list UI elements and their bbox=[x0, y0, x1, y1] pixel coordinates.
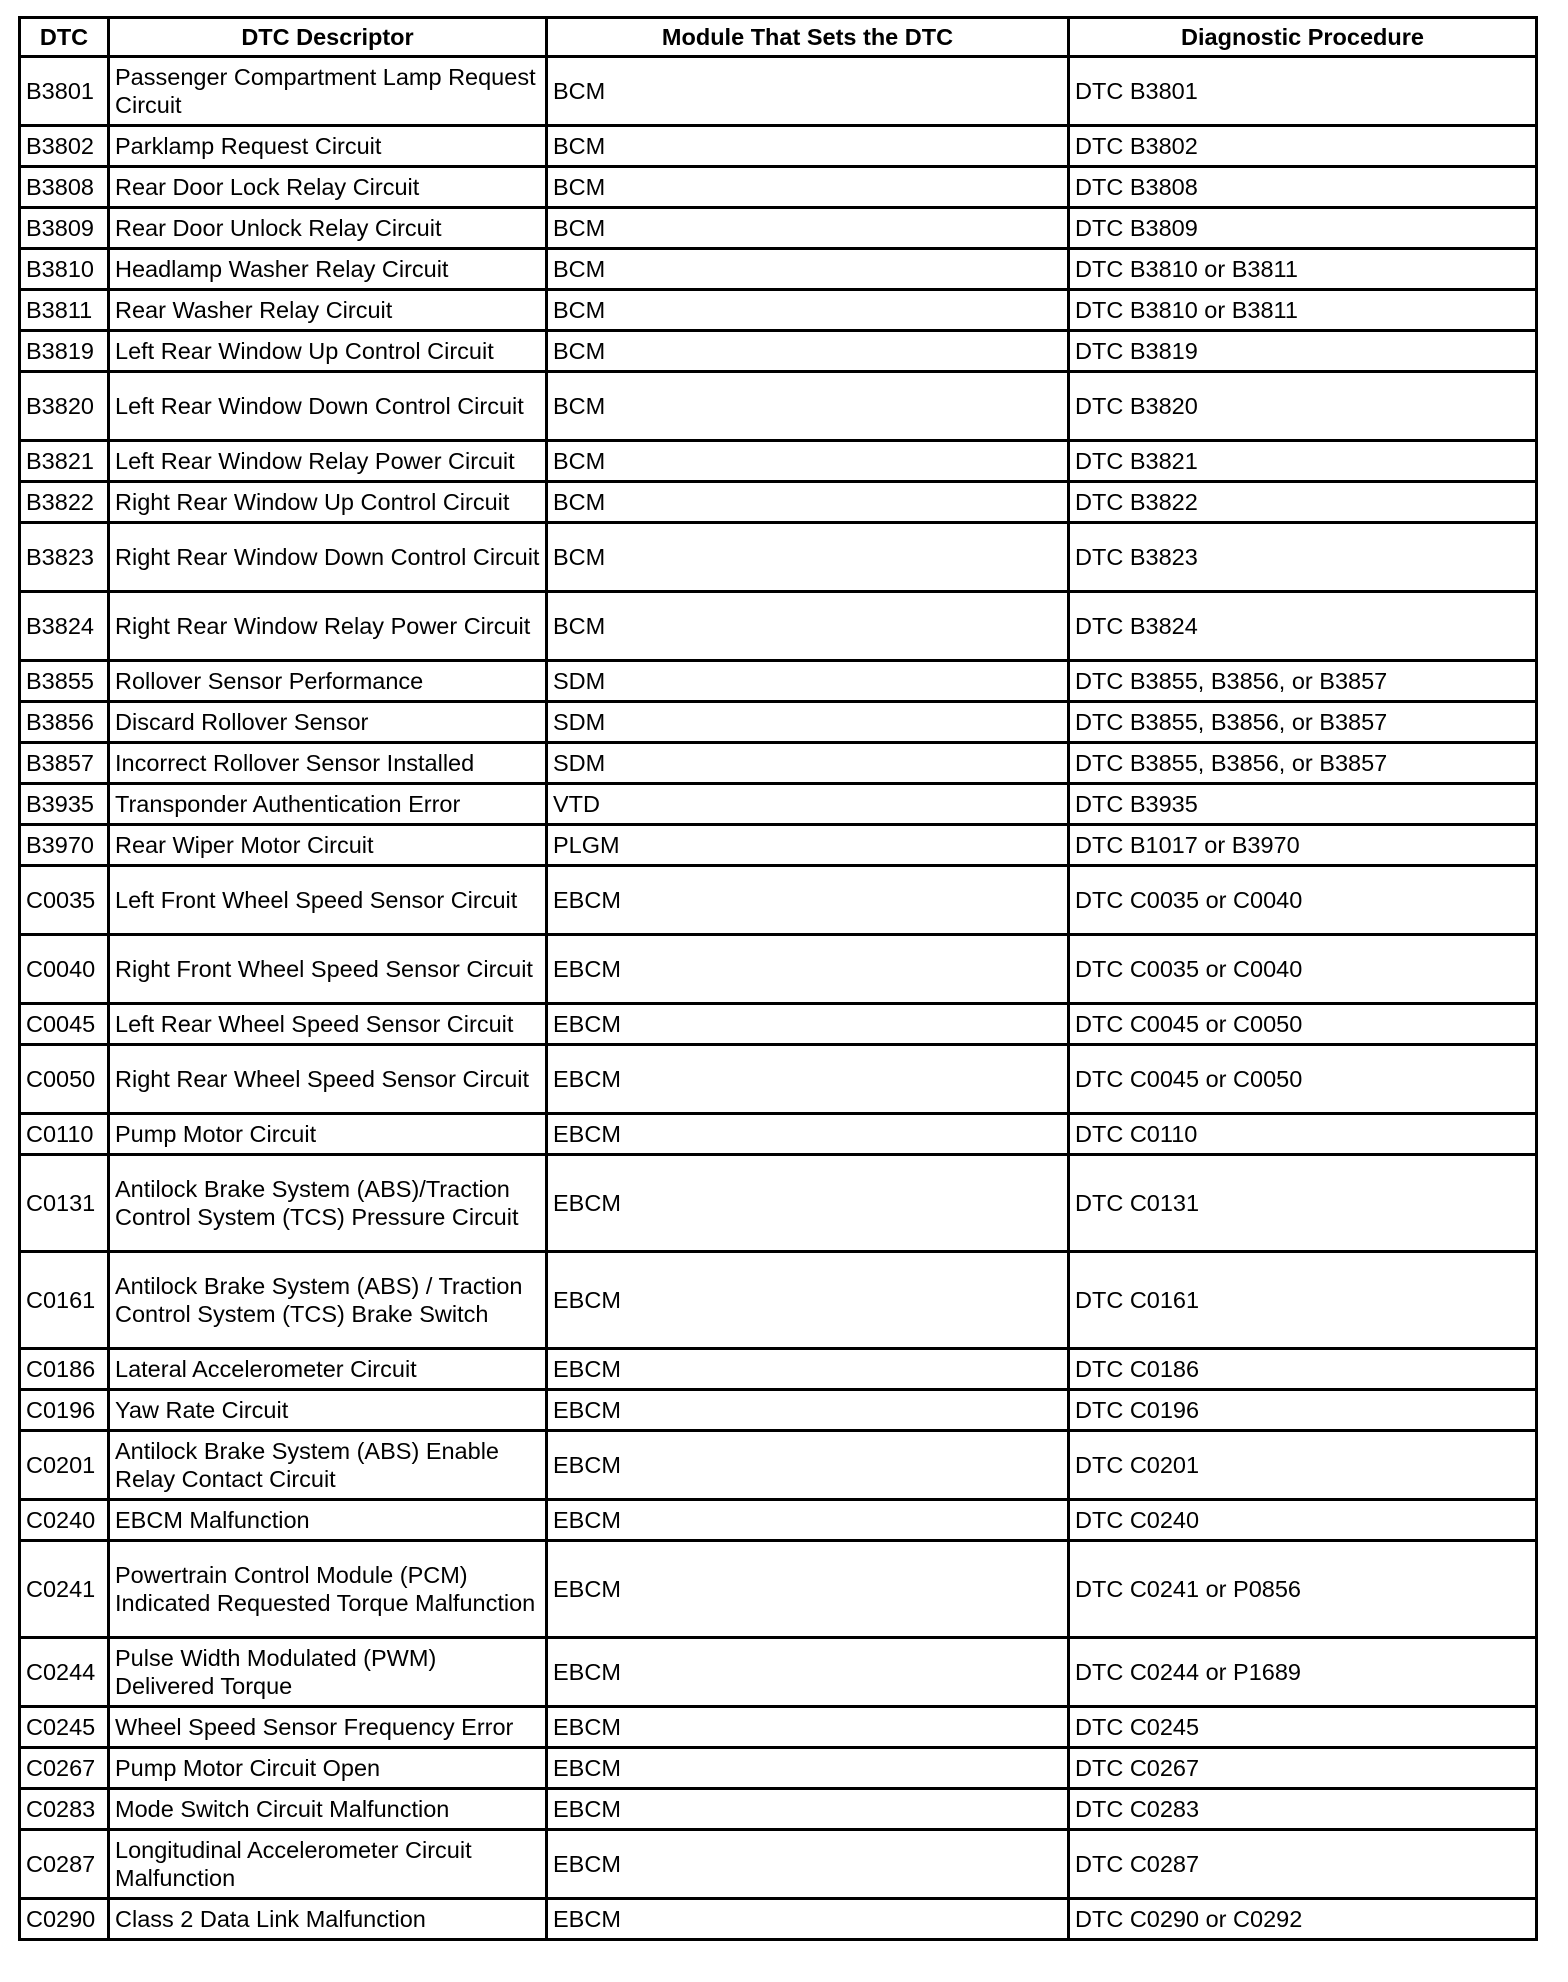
diagnostic-procedure-cell: DTC C0283 bbox=[1069, 1789, 1537, 1830]
dtc-descriptor-cell: Right Rear Window Down Control Circuit bbox=[109, 523, 547, 592]
table-row bbox=[20, 661, 1537, 702]
diagnostic-procedure-cell: DTC B3822 bbox=[1069, 482, 1537, 523]
dtc-code-cell: B3808 bbox=[20, 167, 109, 208]
diagnostic-procedure-cell: DTC B3810 or B3811 bbox=[1069, 249, 1537, 290]
diagnostic-procedure-cell: DTC C0201 bbox=[1069, 1431, 1537, 1500]
table-body bbox=[20, 57, 1537, 1940]
dtc-descriptor-cell: Lateral Accelerometer Circuit bbox=[109, 1349, 547, 1390]
dtc-descriptor-cell: Transponder Authentication Error bbox=[109, 784, 547, 825]
module-cell: BCM bbox=[547, 331, 1069, 372]
diagnostic-procedure-cell: DTC B3823 bbox=[1069, 523, 1537, 592]
module-cell: EBCM bbox=[547, 1830, 1069, 1899]
module-cell: EBCM bbox=[547, 1638, 1069, 1707]
module-cell: SDM bbox=[547, 702, 1069, 743]
dtc-descriptor-cell: Left Rear Window Down Control Circuit bbox=[109, 372, 547, 441]
dtc-code-cell: B3824 bbox=[20, 592, 109, 661]
module-cell: BCM bbox=[547, 441, 1069, 482]
module-cell: BCM bbox=[547, 249, 1069, 290]
dtc-code-cell: B3810 bbox=[20, 249, 109, 290]
dtc-code-cell: B3820 bbox=[20, 372, 109, 441]
header-dtc-descriptor: DTC Descriptor bbox=[109, 18, 547, 57]
dtc-code-cell: B3855 bbox=[20, 661, 109, 702]
table-row bbox=[20, 290, 1537, 331]
module-cell: EBCM bbox=[547, 1500, 1069, 1541]
dtc-code-cell: B3809 bbox=[20, 208, 109, 249]
dtc-descriptor-cell: EBCM Malfunction bbox=[109, 1500, 547, 1541]
dtc-descriptor-cell: Right Rear Window Up Control Circuit bbox=[109, 482, 547, 523]
diagnostic-procedure-cell: DTC C0240 bbox=[1069, 1500, 1537, 1541]
dtc-descriptor-cell: Antilock Brake System (ABS) Enable Relay Contact Circuit bbox=[109, 1431, 547, 1500]
dtc-descriptor-cell: Right Rear Window Relay Power Circuit bbox=[109, 592, 547, 661]
table-row bbox=[20, 1431, 1537, 1500]
dtc-descriptor-cell: Parklamp Request Circuit bbox=[109, 126, 547, 167]
module-cell: EBCM bbox=[547, 1349, 1069, 1390]
diagnostic-procedure-cell: DTC C0045 or C0050 bbox=[1069, 1004, 1537, 1045]
module-cell: EBCM bbox=[547, 1899, 1069, 1940]
diagnostic-procedure-cell: DTC B3824 bbox=[1069, 592, 1537, 661]
module-cell: PLGM bbox=[547, 825, 1069, 866]
dtc-descriptor-cell: Discard Rollover Sensor bbox=[109, 702, 547, 743]
module-cell: BCM bbox=[547, 482, 1069, 523]
module-cell: EBCM bbox=[547, 935, 1069, 1004]
dtc-descriptor-cell: Powertrain Control Module (PCM) Indicated Requested Torque Malfunction bbox=[109, 1541, 547, 1638]
header-dtc: DTC bbox=[20, 18, 109, 57]
dtc-code-cell: B3819 bbox=[20, 331, 109, 372]
diagnostic-procedure-cell: DTC B3820 bbox=[1069, 372, 1537, 441]
table-row bbox=[20, 592, 1537, 661]
diagnostic-procedure-cell: DTC C0244 or P1689 bbox=[1069, 1638, 1537, 1707]
dtc-code-cell: B3822 bbox=[20, 482, 109, 523]
dtc-descriptor-cell: Left Rear Window Relay Power Circuit bbox=[109, 441, 547, 482]
module-cell: EBCM bbox=[547, 1155, 1069, 1252]
dtc-code-cell: C0186 bbox=[20, 1349, 109, 1390]
diagnostic-procedure-cell: DTC B3935 bbox=[1069, 784, 1537, 825]
dtc-descriptor-cell: Antilock Brake System (ABS)/Traction Control System (TCS) Pressure Circuit bbox=[109, 1155, 547, 1252]
module-cell: BCM bbox=[547, 290, 1069, 331]
dtc-code-cell: B3935 bbox=[20, 784, 109, 825]
dtc-descriptor-cell: Antilock Brake System (ABS) / Traction Control System (TCS) Brake Switch bbox=[109, 1252, 547, 1349]
module-cell: EBCM bbox=[547, 1789, 1069, 1830]
diagnostic-procedure-cell: DTC C0241 or P0856 bbox=[1069, 1541, 1537, 1638]
dtc-descriptor-cell: Pulse Width Modulated (PWM) Delivered Torque bbox=[109, 1638, 547, 1707]
diagnostic-procedure-cell: DTC C0290 or C0292 bbox=[1069, 1899, 1537, 1940]
dtc-code-cell: B3811 bbox=[20, 290, 109, 331]
table-row bbox=[20, 825, 1537, 866]
dtc-code-cell: C0201 bbox=[20, 1431, 109, 1500]
diagnostic-procedure-cell: DTC C0287 bbox=[1069, 1830, 1537, 1899]
dtc-descriptor-cell: Headlamp Washer Relay Circuit bbox=[109, 249, 547, 290]
module-cell: BCM bbox=[547, 167, 1069, 208]
dtc-descriptor-cell: Pump Motor Circuit bbox=[109, 1114, 547, 1155]
diagnostic-procedure-cell: DTC B3809 bbox=[1069, 208, 1537, 249]
diagnostic-procedure-cell: DTC B3801 bbox=[1069, 57, 1537, 126]
dtc-code-cell: C0161 bbox=[20, 1252, 109, 1349]
diagnostic-procedure-cell: DTC C0186 bbox=[1069, 1349, 1537, 1390]
dtc-descriptor-cell: Left Rear Wheel Speed Sensor Circuit bbox=[109, 1004, 547, 1045]
dtc-descriptor-cell: Rear Door Lock Relay Circuit bbox=[109, 167, 547, 208]
dtc-descriptor-cell: Left Rear Window Up Control Circuit bbox=[109, 331, 547, 372]
diagnostic-procedure-cell: DTC B3819 bbox=[1069, 331, 1537, 372]
diagnostic-procedure-cell: DTC C0035 or C0040 bbox=[1069, 866, 1537, 935]
dtc-descriptor-cell: Incorrect Rollover Sensor Installed bbox=[109, 743, 547, 784]
table-row bbox=[20, 482, 1537, 523]
table-row bbox=[20, 57, 1537, 126]
module-cell: EBCM bbox=[547, 866, 1069, 935]
diagnostic-procedure-cell: DTC B3821 bbox=[1069, 441, 1537, 482]
dtc-descriptor-cell: Right Rear Wheel Speed Sensor Circuit bbox=[109, 1045, 547, 1114]
dtc-code-cell: C0244 bbox=[20, 1638, 109, 1707]
module-cell: EBCM bbox=[547, 1431, 1069, 1500]
table-row bbox=[20, 1155, 1537, 1252]
table-row bbox=[20, 1114, 1537, 1155]
diagnostic-procedure-cell: DTC C0267 bbox=[1069, 1748, 1537, 1789]
diagnostic-procedure-cell: DTC B3855, B3856, or B3857 bbox=[1069, 702, 1537, 743]
header-diagnostic-procedure: Diagnostic Procedure bbox=[1069, 18, 1537, 57]
dtc-code-cell: C0196 bbox=[20, 1390, 109, 1431]
dtc-code-cell: B3857 bbox=[20, 743, 109, 784]
dtc-code-cell: C0110 bbox=[20, 1114, 109, 1155]
module-cell: BCM bbox=[547, 126, 1069, 167]
module-cell: SDM bbox=[547, 661, 1069, 702]
dtc-descriptor-cell: Right Front Wheel Speed Sensor Circuit bbox=[109, 935, 547, 1004]
module-cell: EBCM bbox=[547, 1114, 1069, 1155]
dtc-code-cell: C0287 bbox=[20, 1830, 109, 1899]
module-cell: EBCM bbox=[547, 1045, 1069, 1114]
dtc-code-cell: B3970 bbox=[20, 825, 109, 866]
table-row bbox=[20, 1500, 1537, 1541]
diagnostic-procedure-cell: DTC B3808 bbox=[1069, 167, 1537, 208]
dtc-code-cell: C0040 bbox=[20, 935, 109, 1004]
diagnostic-procedure-cell: DTC B3855, B3856, or B3857 bbox=[1069, 743, 1537, 784]
module-cell: BCM bbox=[547, 372, 1069, 441]
table-row bbox=[20, 249, 1537, 290]
dtc-code-cell: B3823 bbox=[20, 523, 109, 592]
dtc-code-cell: C0283 bbox=[20, 1789, 109, 1830]
diagnostic-procedure-cell: DTC B3810 or B3811 bbox=[1069, 290, 1537, 331]
dtc-code-cell: C0241 bbox=[20, 1541, 109, 1638]
dtc-code-cell: B3821 bbox=[20, 441, 109, 482]
table-row bbox=[20, 1390, 1537, 1431]
table-row bbox=[20, 1638, 1537, 1707]
module-cell: EBCM bbox=[547, 1541, 1069, 1638]
dtc-descriptor-cell: Rear Washer Relay Circuit bbox=[109, 290, 547, 331]
table-row bbox=[20, 1004, 1537, 1045]
table-row bbox=[20, 743, 1537, 784]
table-row bbox=[20, 331, 1537, 372]
diagnostic-procedure-cell: DTC C0045 or C0050 bbox=[1069, 1045, 1537, 1114]
dtc-code-cell: B3856 bbox=[20, 702, 109, 743]
table-row bbox=[20, 1899, 1537, 1940]
diagnostic-procedure-cell: DTC C0196 bbox=[1069, 1390, 1537, 1431]
dtc-descriptor-cell: Rear Wiper Motor Circuit bbox=[109, 825, 547, 866]
module-cell: EBCM bbox=[547, 1004, 1069, 1045]
dtc-code-cell: C0240 bbox=[20, 1500, 109, 1541]
dtc-code-cell: C0267 bbox=[20, 1748, 109, 1789]
dtc-table bbox=[18, 16, 1538, 1941]
table-row bbox=[20, 935, 1537, 1004]
dtc-descriptor-cell: Left Front Wheel Speed Sensor Circuit bbox=[109, 866, 547, 935]
table-row bbox=[20, 1045, 1537, 1114]
dtc-code-cell: C0290 bbox=[20, 1899, 109, 1940]
table-row bbox=[20, 1349, 1537, 1390]
module-cell: VTD bbox=[547, 784, 1069, 825]
table-header-row bbox=[20, 18, 1537, 57]
table-row bbox=[20, 1707, 1537, 1748]
module-cell: BCM bbox=[547, 57, 1069, 126]
diagnostic-procedure-cell: DTC C0131 bbox=[1069, 1155, 1537, 1252]
table-row bbox=[20, 372, 1537, 441]
module-cell: BCM bbox=[547, 523, 1069, 592]
dtc-descriptor-cell: Class 2 Data Link Malfunction bbox=[109, 1899, 547, 1940]
table-row bbox=[20, 702, 1537, 743]
diagnostic-procedure-cell: DTC B3855, B3856, or B3857 bbox=[1069, 661, 1537, 702]
table-row bbox=[20, 866, 1537, 935]
dtc-descriptor-cell: Rear Door Unlock Relay Circuit bbox=[109, 208, 547, 249]
dtc-code-cell: C0131 bbox=[20, 1155, 109, 1252]
dtc-code-cell: C0035 bbox=[20, 866, 109, 935]
module-cell: EBCM bbox=[547, 1748, 1069, 1789]
table-row bbox=[20, 1748, 1537, 1789]
diagnostic-procedure-cell: DTC C0161 bbox=[1069, 1252, 1537, 1349]
table-row bbox=[20, 1789, 1537, 1830]
table-row bbox=[20, 523, 1537, 592]
module-cell: EBCM bbox=[547, 1252, 1069, 1349]
header-module: Module That Sets the DTC bbox=[547, 18, 1069, 57]
dtc-code-cell: B3802 bbox=[20, 126, 109, 167]
diagnostic-procedure-cell: DTC B3802 bbox=[1069, 126, 1537, 167]
table-row bbox=[20, 208, 1537, 249]
table-row bbox=[20, 167, 1537, 208]
dtc-descriptor-cell: Mode Switch Circuit Malfunction bbox=[109, 1789, 547, 1830]
dtc-code-cell: C0245 bbox=[20, 1707, 109, 1748]
table-row bbox=[20, 126, 1537, 167]
module-cell: SDM bbox=[547, 743, 1069, 784]
dtc-descriptor-cell: Pump Motor Circuit Open bbox=[109, 1748, 547, 1789]
module-cell: EBCM bbox=[547, 1390, 1069, 1431]
dtc-descriptor-cell: Wheel Speed Sensor Frequency Error bbox=[109, 1707, 547, 1748]
table-row bbox=[20, 784, 1537, 825]
dtc-code-cell: B3801 bbox=[20, 57, 109, 126]
diagnostic-procedure-cell: DTC B1017 or B3970 bbox=[1069, 825, 1537, 866]
table-row bbox=[20, 441, 1537, 482]
diagnostic-procedure-cell: DTC C0110 bbox=[1069, 1114, 1537, 1155]
diagnostic-procedure-cell: DTC C0245 bbox=[1069, 1707, 1537, 1748]
table-row bbox=[20, 1252, 1537, 1349]
table-row bbox=[20, 1830, 1537, 1899]
module-cell: BCM bbox=[547, 208, 1069, 249]
module-cell: BCM bbox=[547, 592, 1069, 661]
dtc-descriptor-cell: Yaw Rate Circuit bbox=[109, 1390, 547, 1431]
table-row bbox=[20, 1541, 1537, 1638]
dtc-descriptor-cell: Rollover Sensor Performance bbox=[109, 661, 547, 702]
diagnostic-procedure-cell: DTC C0035 or C0040 bbox=[1069, 935, 1537, 1004]
module-cell: EBCM bbox=[547, 1707, 1069, 1748]
dtc-descriptor-cell: Passenger Compartment Lamp Request Circuit bbox=[109, 57, 547, 126]
dtc-code-cell: C0050 bbox=[20, 1045, 109, 1114]
dtc-descriptor-cell: Longitudinal Accelerometer Circuit Malfunction bbox=[109, 1830, 547, 1899]
dtc-code-cell: C0045 bbox=[20, 1004, 109, 1045]
